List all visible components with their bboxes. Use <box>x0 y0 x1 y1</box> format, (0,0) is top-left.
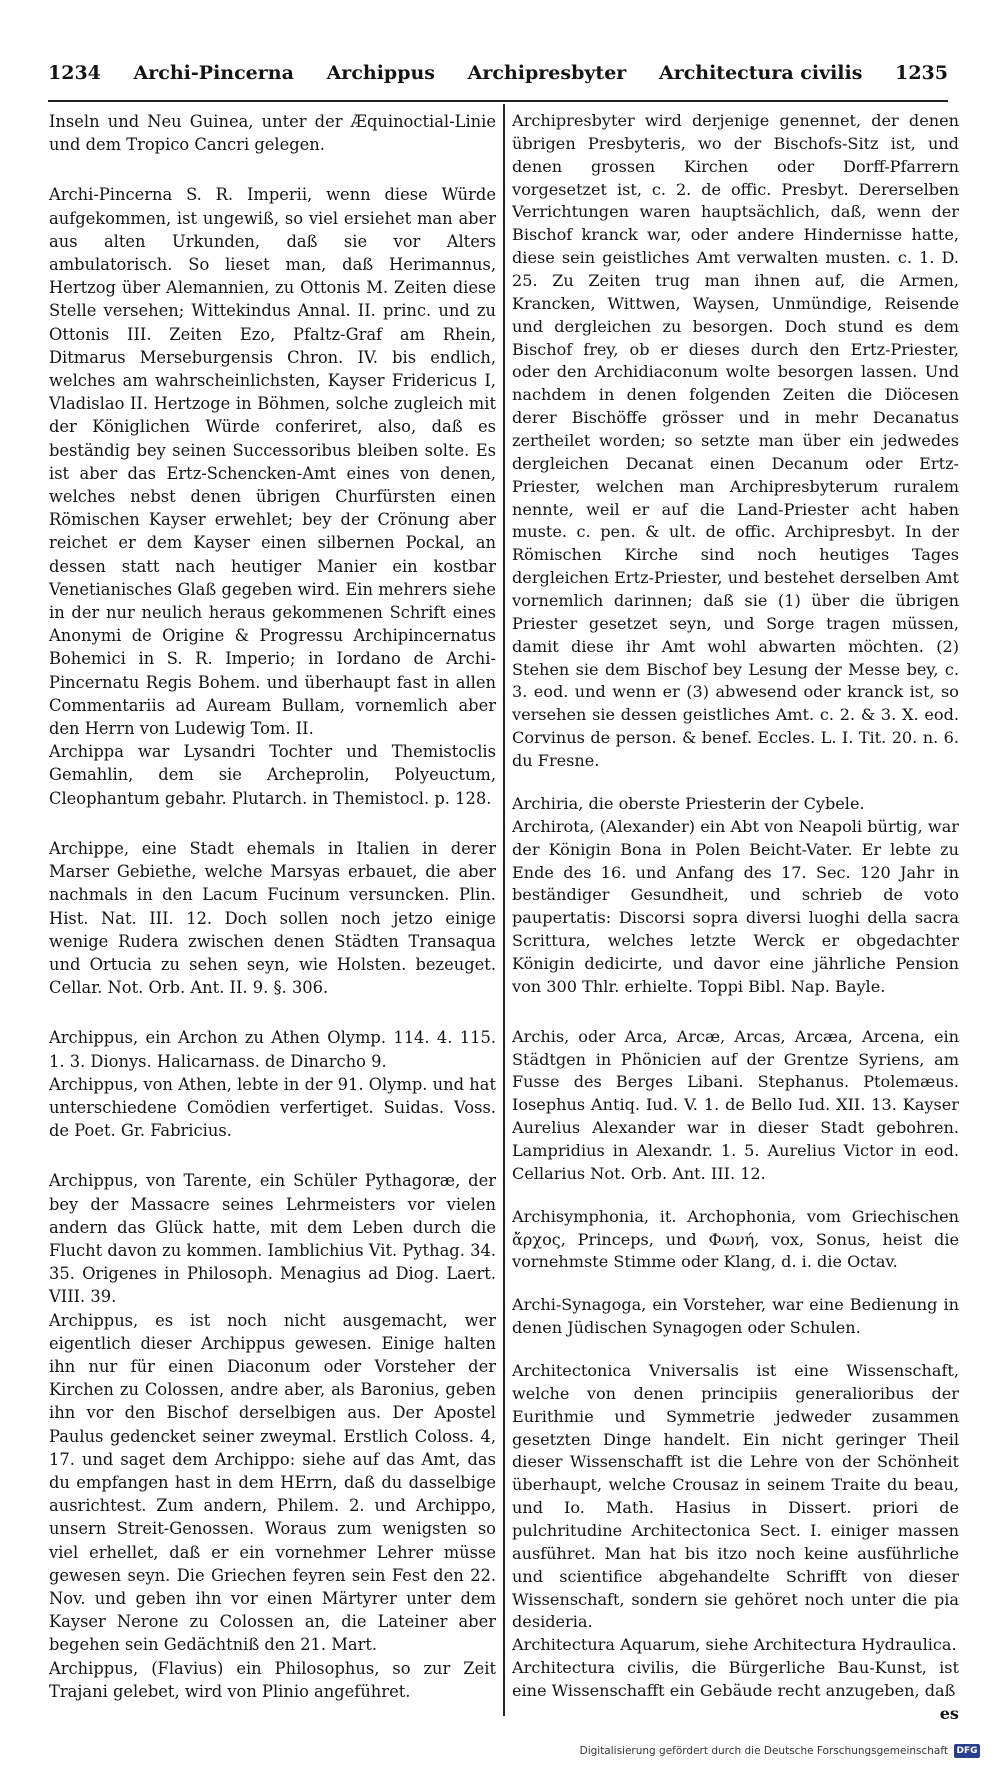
entry-archi-pincerna: Archi-Pincerna S. R. Imperii, wenn diese Würde aufgekommen, ist ungewiß, so viel ersiehet man aber aus alten Urkunden, daß sie vor Alters ambulatorisch. So lieset man, daß Herimannus, Hertzog über Alemannien, zu Ottonis M. Zeiten diese Stelle versehen; Wittekindus Annal. II. princ. und zu Ottonis III. Zeiten Ezo, Pfaltz-Graf am Rhein, Ditmarus Merseburgensis Chron. IV. bis endlich, welches am wahrscheinlichsten, Kayser Fridericus I, Vladislao II. Hertzoge in Böhmen, solche zugleich mit der Königlichen Würde conferiret, also, daß es beständig bey seinen Successoribus bleiben solte. Es ist aber das Ertz-Schencken-Amt eines von denen, welches nebst denen übrigen Churfürsten einen Römischen Kayser erwehlet; bey der Crönung aber reichet er dem Kayser einen silbernen Pockal, an dessen statt nach heutiger Manier ein kostbar Venetianisches Glaß gegeben wird. Ein mehrers siehe in der nur neulich heraus gekommenen Schrift eines Anonymi de Origine & Progressu Archipincernatus Bohemici in S. R. Imperio; in Iordano de Archi-Pincernatu Regis Bohem. und überhaupt fast in allen Commentariis ad Auream Bullam, vornemlich aber den Herrn von Ludewig Tom. II. <box>49 185 496 739</box>
entry-architectonica: Architectonica Vniversalis ist eine Wissenschaft, welche von denen principiis generalioribus der Eurithmie und Symmetrie jedweder zusammen gesetzten Dinge handelt. Ein nicht geringer Theil dieser Wissenschafft ist die Lehre von der Schönheit überhaupt, welche Crousaz in seinem Traite du beau, und Io. Math. Hasius in Dissert. priori de pulchritudine Architectonica Sect. I. einiger massen ausführet. Man hat bis itzo noch keine ausführliche und scientifice abgehandelte Schrifft von dieser Wissenschaft, sondern sie gehöret noch unter die pia desideria. <box>512 1360 959 1632</box>
entry-architectura-civilis: Architectura civilis, die Bürgerliche Bau-Kunst, ist eine Wissenschafft ein Gebäude recht anzugeben, daß <box>512 1658 959 1700</box>
entry-archiria: Archiria, die oberste Priesterin der Cybele. <box>512 793 865 813</box>
headword-2: Archippus <box>326 62 435 84</box>
headword-4: Architectura civilis <box>658 62 863 84</box>
page-number-left: 1234 <box>48 62 101 84</box>
entry-archisymphonia: Archisymphonia, it. Archophonia, vom Griechischen ἄρχος, Princeps, und Φωνή, vox, Sonus, heist die vornehmste Stimme oder Klang, d. i. die Octav. <box>512 1206 959 1272</box>
entry-continuation: Inseln und Neu Guinea, unter der Æquinoctial-Linie und dem Tropico Cancri gelegen. <box>49 112 496 155</box>
entry-archippus-tarente: Archippus, von Tarente, ein Schüler Pythagoræ, der bey der Massacre seines Lehrmeisters vor vielen andern das Glück hatte, mit dem Leben durch die Flucht davon zu kommen. Iamblichius Vit. Pythag. 34. 35. Origenes in Philosoph. Menagius ad Diog. Laert. VIII. 39. <box>49 1171 496 1307</box>
entry-archi-synagoga: Archi-Synagoga, ein Vorsteher, war eine Bedienung in denen Jüdischen Synagogen oder Schulen. <box>512 1295 959 1338</box>
left-column <box>49 110 496 1703</box>
headword-1: Archi-Pincerna <box>133 62 294 84</box>
entry-archippus-flavius: Archippus, (Flavius) ein Philosophus, so zur Zeit Trajani gelebet, wird von Plinio angeführet. <box>49 1658 496 1701</box>
entry-archirota: Archirota, (Alexander) ein Abt von Neapoli bürtig, war der Königin Bona in Polen Beicht-Vater. Er lebte zu Ende des 16. und Anfang des 17. Sec. 120 Jahr in beständiger Gesundheit, und schrieb de voto paupertatis: Discorsi sopra diversi luoghi della sacra Scrittura, welches letzte Werck er obgedachter Königin dedicirte, und davor eine jährliche Pension von 300 Thlr. erhielte. Toppi Bibl. Nap. Bayle. <box>512 816 959 996</box>
entry-archippus-archon: Archippus, ein Archon zu Athen Olymp. 114. 4. 115. 1. 3. Dionys. Halicarnass. de Dinarcho 9. <box>49 1028 496 1071</box>
header-rule <box>48 100 948 102</box>
entry-archipresbyter: Archipresbyter wird derjenige genennet, der denen übrigen Presbyteris, wo der Bischofs-Sitz ist, und denen grossen Kirchen oder Dorff-Pfarrern vorgesetzet ist, c. 2. de offic. Presbyt. Dererselben Verrichtungen waren hauptsächlich, daß, wenn der Bischof kranck war, oder andere Hindernisse hatte, diese sein geistliches Amt verwalten musten. c. 1. D. 25. Zu Zeiten trug man ihnen auf, die Armen, Krancken, Wittwen, Waysen, Unmündige, Reisende und dergleichen zu besorgen. Doch stund es dem Bischof frey, ob er dieses durch den Ertz-Priester, oder den Archidiaconum wolte besorgen lassen. Und nachdem in denen folgenden Zeiten die Diöcesen derer Bischöffe grösser und in mehr Decanatus zertheilet worden; so setzte man über ein jedwedes dergleichen Decanat einen Decanum oder Ertz-Priester, welchen man Archipresbyterum ruralem nennte, weil er auf die Land-Priester acht haben muste. c. pen. & ult. de offic. Archipresbyt. In der Römischen Kirche sind noch heutiges Tages dergleichen Ertz-Priester, und bestehet derselben Amt vornemlich darinnen; daß sie (1) über die übrigen Priester gesetzet seyn, und Sorge tragen müssen, damit diese ihr Amt wohl abwarten möchten. (2) Stehen sie dem Bischof bey Lesung der Messe bey, c. 3. eod. und wenn er (3) abwesend oder kranck ist, so versehen sie dessen geistliches Amt. c. 2. & 3. X. eod. Corvinus de person. & benef. Eccles. L. I. Tit. 20. n. 6. du Fresne. <box>512 111 959 771</box>
footer-credit: Digitalisierung gefördert durch die Deutsche Forschungsgemeinschaft <box>579 1745 948 1757</box>
column-divider <box>503 104 505 1716</box>
entry-archippa: Archippa war Lysandri Tochter und Themistoclis Gemahlin, dem sie Archeprolin, Polyeuctum, Cleophantum gebahr. Plutarch. in Themistocl. p. 128. <box>49 742 496 808</box>
page-number-right: 1235 <box>895 62 948 84</box>
headword-3: Archipresbyter <box>467 62 627 84</box>
running-header <box>48 62 948 94</box>
entry-archippus-athen: Archippus, von Athen, lebte in der 91. Olymp. und hat unterschiedene Comödien verfertiget. Suidas. Voss. de Poet. Gr. Fabricius. <box>49 1074 496 1141</box>
catchword: es <box>939 1703 959 1723</box>
right-column <box>512 110 959 1726</box>
entry-archippe: Archippe, eine Stadt ehemals in Italien in derer Marser Gebiethe, welche Marsyas erbauet, die aber nachmals in den Lacum Fucinum versuncken. Plin. Hist. Nat. III. 12. Doch sollen noch jetzo einige wenige Rudera zwischen denen Städten Transaqua und Ortucia zu sehen seyn, wie Holsten. bezeuget. Cellar. Not. Orb. Ant. II. 9. §. 306. <box>49 838 496 998</box>
digitization-footer <box>580 1744 980 1758</box>
entry-archippus-colossae: Archippus, es ist noch nicht ausgemacht, wer eigentlich dieser Archippus gewesen. Einige halten ihn nur für einen Diaconum oder Vorsteher der Kirchen zu Colossen, andre aber, als Baronius, geben ihn vor den Bischof derselbigen aus. Der Apostel Paulus gedencket seiner zweymal. Erstlich Coloss. 4, 17. und saget dem Archippo: siehe auf das Amt, das du empfangen hast in dem HErrn, daß du dasselbige ausrichtest. Zum andern, Philem. 2. und Archippo, unsern Streit-Genossen. Woraus zum wenigsten so viel erhellet, daß er ein vornehmer Lehrer müsse gewesen seyn. Die Griechen feyren sein Fest den 22. Nov. und geben ihn vor einen Märtyrer unter dem Kayser Nerone zu Colossen an, die Lateiner aber begehen sein Gedächtniß den 21. Mart. <box>49 1310 496 1655</box>
dfg-logo-icon: DFG <box>954 1744 980 1758</box>
entry-archis: Archis, oder Arca, Arcæ, Arcas, Arcæa, Arcena, ein Städtgen in Phönicien auf der Grentze Syriens, am Fusse des Berges Libani. Stephanus. Ptolemæus. Iosephus Antiq. Iud. V. 1. de Bello Iud. XII. 13. Kayser Aurelius Alexander war in dieser Stadt gebohren. Lampridius in Alexandr. 1. 5. Aurelius Victor in eod. Cellarius Not. Orb. Ant. III. 12. <box>512 1026 959 1183</box>
entry-architectura-aquarum: Architectura Aquarum, siehe Architectura Hydraulica. <box>512 1635 957 1655</box>
